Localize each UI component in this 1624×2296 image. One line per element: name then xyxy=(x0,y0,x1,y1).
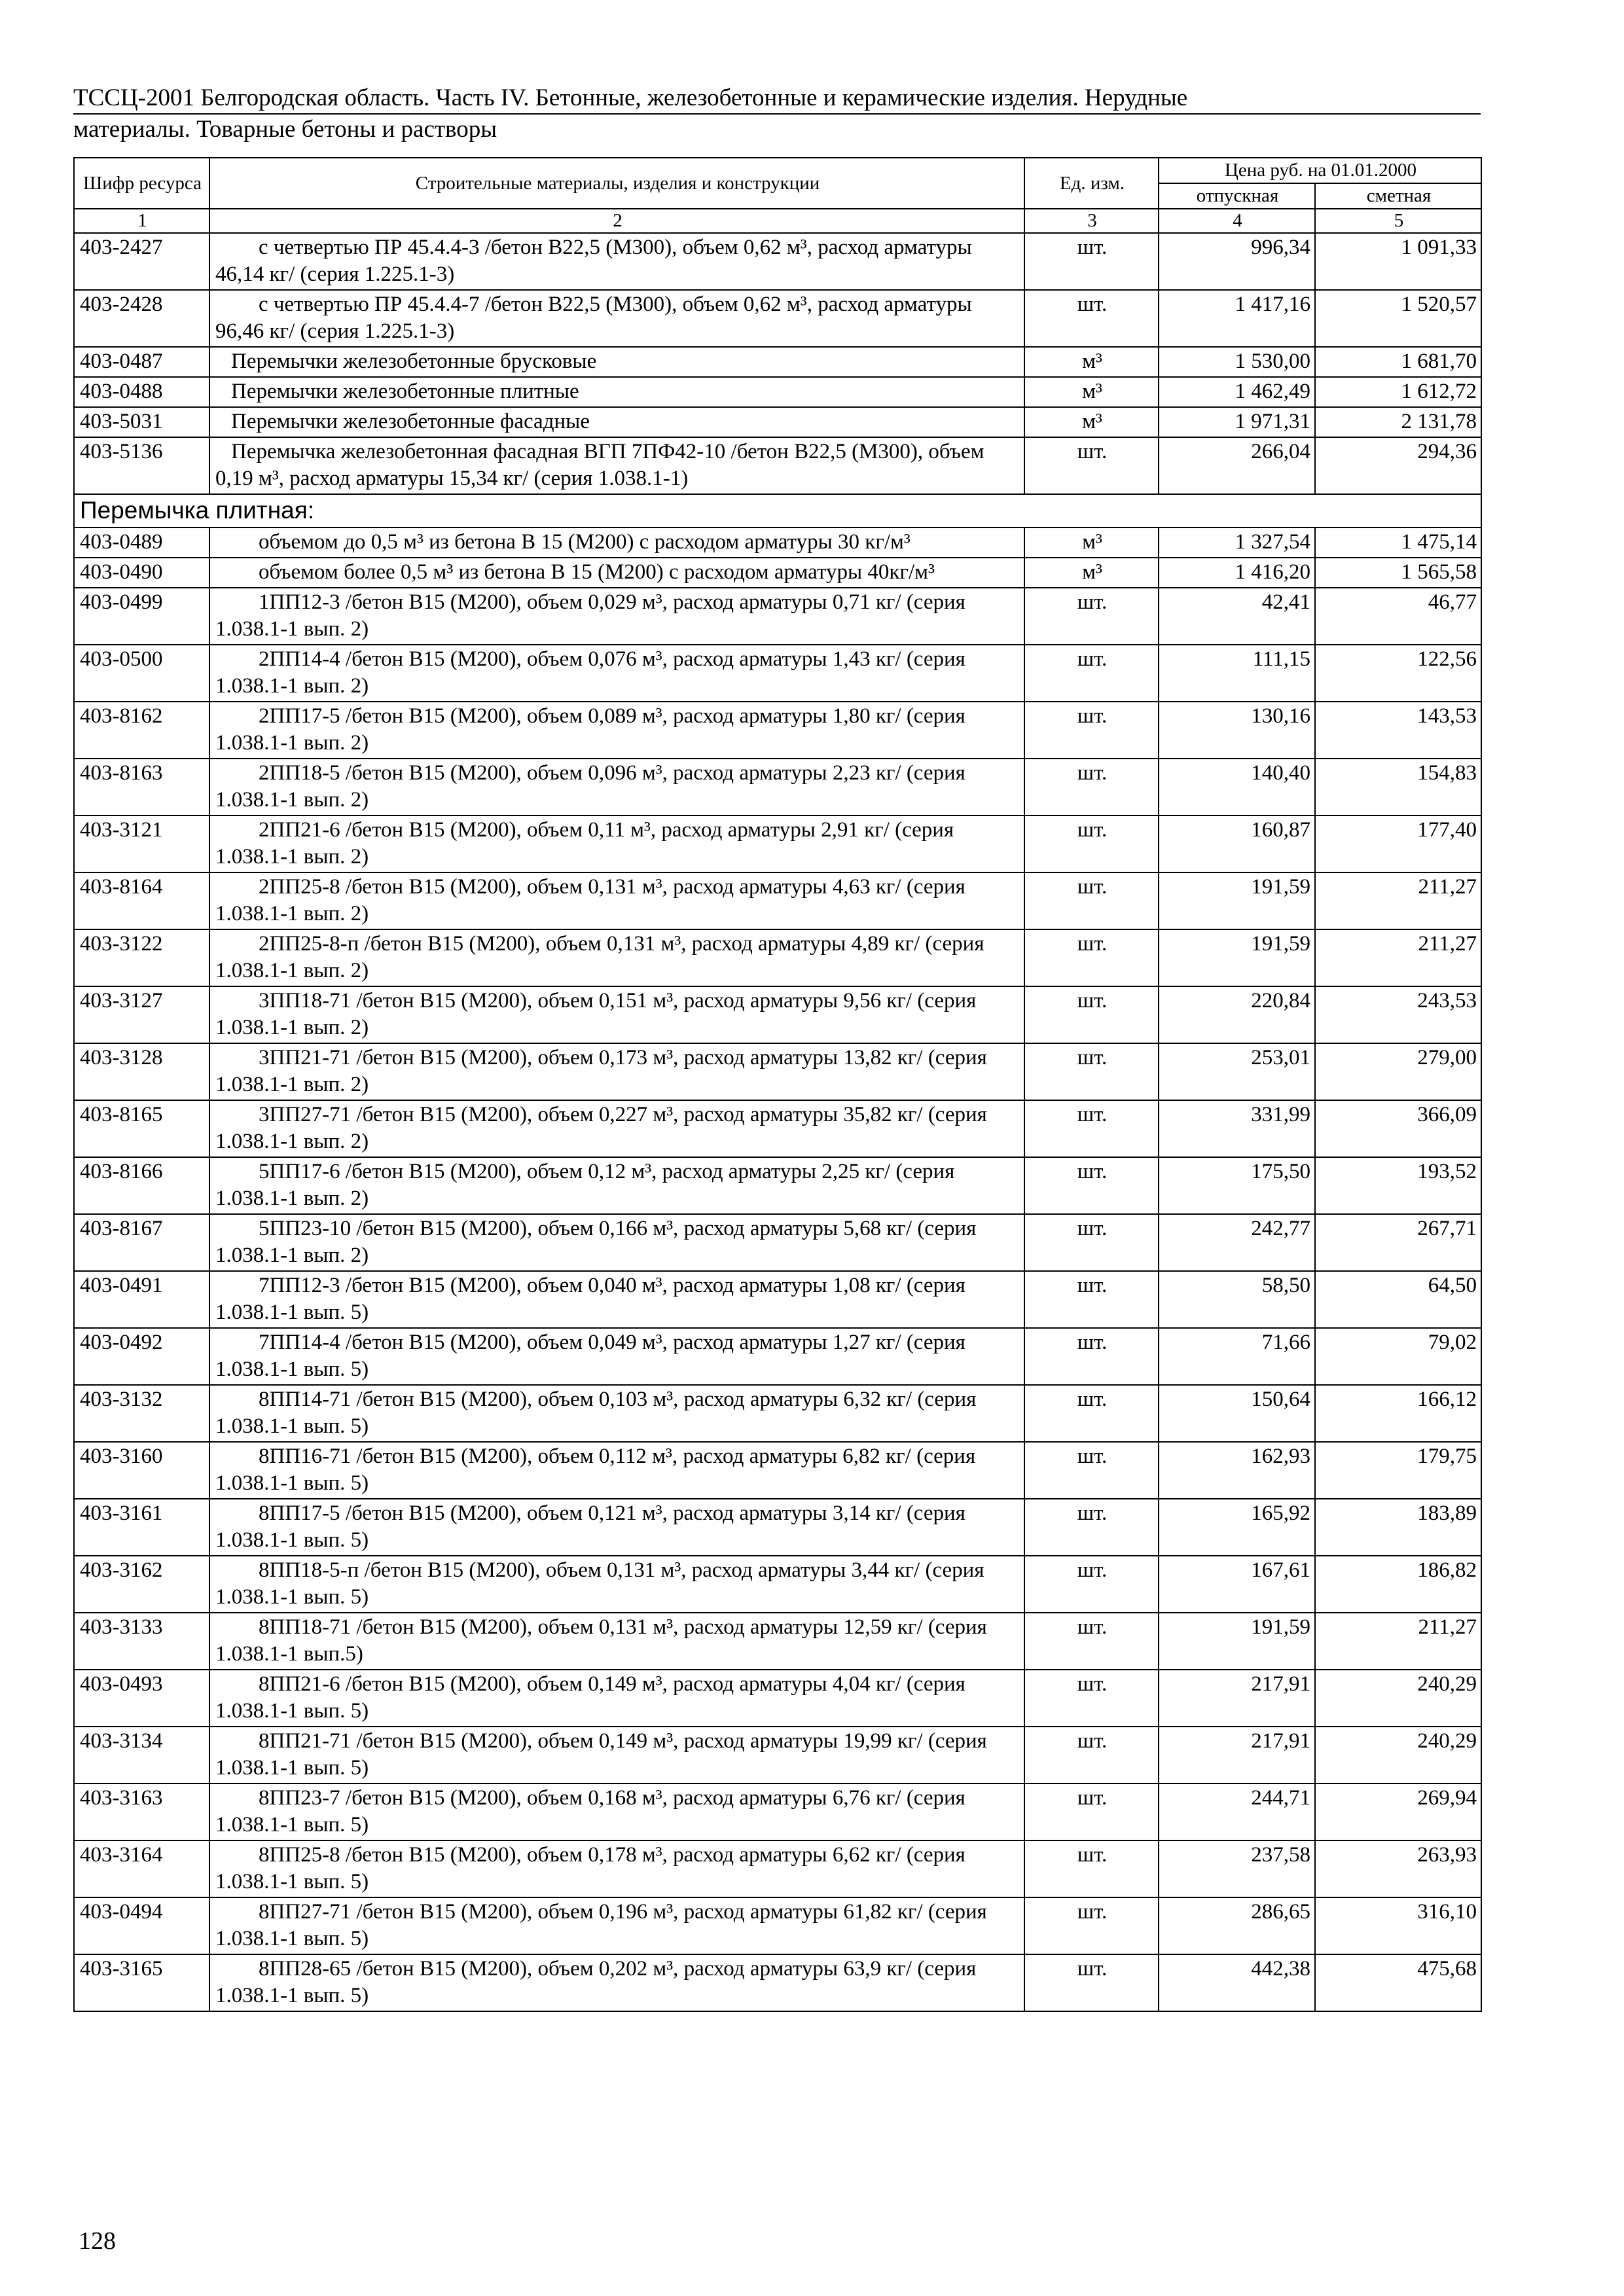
unit-of-measure: шт. xyxy=(1024,1499,1159,1556)
release-price: 1 530,00 xyxy=(1159,347,1315,377)
resource-code: 403-8162 xyxy=(74,702,209,759)
column-number-row xyxy=(74,209,1481,233)
item-description: 8ПП25-8 /бетон В15 (М200), объем 0,178 м³, расход арматуры 6,62 кг/ (серия 1.038.1-1 вып. 5) xyxy=(209,1840,1024,1897)
release-price: 996,34 xyxy=(1159,233,1315,290)
unit-of-measure: шт. xyxy=(1024,986,1159,1043)
item-description: 2ПП17-5 /бетон В15 (М200), объем 0,089 м³, расход арматуры 1,80 кг/ (серия 1.038.1-1 вып. 2) xyxy=(209,702,1024,759)
table-row xyxy=(74,1670,1481,1727)
resource-code: 403-0487 xyxy=(74,347,209,377)
table-row xyxy=(74,528,1481,558)
item-description: 8ПП18-5-п /бетон В15 (М200), объем 0,131 м³, расход арматуры 3,44 кг/ (серия 1.038.1-1 вып. 5) xyxy=(209,1556,1024,1613)
estimate-price: 269,94 xyxy=(1315,1784,1481,1840)
estimate-price: 1 612,72 xyxy=(1315,377,1481,407)
unit-of-measure: м³ xyxy=(1024,347,1159,377)
table-row xyxy=(74,1897,1481,1954)
release-price: 191,59 xyxy=(1159,929,1315,986)
item-description: 8ПП23-7 /бетон В15 (М200), объем 0,168 м³, расход арматуры 6,76 кг/ (серия 1.038.1-1 вып. 5) xyxy=(209,1784,1024,1840)
table-row xyxy=(74,1556,1481,1613)
unit-of-measure: шт. xyxy=(1024,1157,1159,1214)
item-description: объемом до 0,5 м³ из бетона В 15 (М200) с расходом арматуры 30 кг/м³ xyxy=(209,528,1024,558)
unit-of-measure: шт. xyxy=(1024,1214,1159,1271)
item-description: 2ПП14-4 /бетон В15 (М200), объем 0,076 м³, расход арматуры 1,43 кг/ (серия 1.038.1-1 вып. 2) xyxy=(209,645,1024,702)
estimate-price: 1 091,33 xyxy=(1315,233,1481,290)
estimate-price: 240,29 xyxy=(1315,1670,1481,1727)
estimate-price: 267,71 xyxy=(1315,1214,1481,1271)
table-row xyxy=(74,290,1481,347)
unit-of-measure: шт. xyxy=(1024,1556,1159,1613)
unit-of-measure: шт. xyxy=(1024,588,1159,645)
estimate-price: 179,75 xyxy=(1315,1442,1481,1499)
unit-of-measure: шт. xyxy=(1024,929,1159,986)
resource-code: 403-8166 xyxy=(74,1157,209,1214)
section-row-group xyxy=(74,494,1481,528)
unit-of-measure: шт. xyxy=(1024,1043,1159,1100)
table-row xyxy=(74,1499,1481,1556)
release-price: 111,15 xyxy=(1159,645,1315,702)
release-price: 244,71 xyxy=(1159,1784,1315,1840)
table-row xyxy=(74,1328,1481,1385)
unit-of-measure: шт. xyxy=(1024,645,1159,702)
table-row xyxy=(74,588,1481,645)
table-row xyxy=(74,986,1481,1043)
resource-code: 403-3134 xyxy=(74,1727,209,1784)
table-row xyxy=(74,1784,1481,1840)
table-body-a xyxy=(74,233,1481,494)
unit-of-measure: шт. xyxy=(1024,702,1159,759)
item-description: 8ПП16-71 /бетон В15 (М200), объем 0,112 м³, расход арматуры 6,82 кг/ (серия 1.038.1-1 вып. 5) xyxy=(209,1442,1024,1499)
item-description: 2ПП18-5 /бетон В15 (М200), объем 0,096 м³, расход арматуры 2,23 кг/ (серия 1.038.1-1 вып. 2) xyxy=(209,759,1024,816)
section-title: Перемычка плитная: xyxy=(74,494,1481,528)
unit-of-measure: шт. xyxy=(1024,816,1159,872)
estimate-price: 154,83 xyxy=(1315,759,1481,816)
unit-of-measure: шт. xyxy=(1024,1670,1159,1727)
unit-of-measure: м³ xyxy=(1024,558,1159,588)
release-price: 217,91 xyxy=(1159,1670,1315,1727)
unit-of-measure: шт. xyxy=(1024,1385,1159,1442)
resource-code: 403-0491 xyxy=(74,1271,209,1328)
table-row xyxy=(74,1954,1481,2011)
item-description: с четвертью ПР 45.4.4-3 /бетон В22,5 (М300), объем 0,62 м³, расход арматуры 46,14 кг/ (серия 1.225.1-3) xyxy=(209,233,1024,290)
item-description: 8ПП27-71 /бетон В15 (М200), объем 0,196 м³, расход арматуры 61,82 кг/ (серия 1.038.1-1 вып. 5) xyxy=(209,1897,1024,1954)
resource-code: 403-5031 xyxy=(74,407,209,437)
resource-code: 403-0489 xyxy=(74,528,209,558)
table-row xyxy=(74,1214,1481,1271)
table-body-b xyxy=(74,528,1481,2011)
estimate-price: 143,53 xyxy=(1315,702,1481,759)
resource-code: 403-2427 xyxy=(74,233,209,290)
resource-code: 403-3128 xyxy=(74,1043,209,1100)
item-description: 1ПП12-3 /бетон В15 (М200), объем 0,029 м³, расход арматуры 0,71 кг/ (серия 1.038.1-1 вып. 2) xyxy=(209,588,1024,645)
release-price: 220,84 xyxy=(1159,986,1315,1043)
header-line-1: ТССЦ-2001 Белгородская область. Часть IV. Бетонные, железобетонные и керамические изделия. Нерудные xyxy=(73,84,1481,115)
release-price: 1 417,16 xyxy=(1159,290,1315,347)
estimate-price: 64,50 xyxy=(1315,1271,1481,1328)
table-row xyxy=(74,872,1481,929)
estimate-price: 183,89 xyxy=(1315,1499,1481,1556)
unit-of-measure: шт. xyxy=(1024,1100,1159,1157)
release-price: 160,87 xyxy=(1159,816,1315,872)
release-price: 1 462,49 xyxy=(1159,377,1315,407)
item-description: 5ПП17-6 /бетон В15 (М200), объем 0,12 м³, расход арматуры 2,25 кг/ (серия 1.038.1-1 вып. 2) xyxy=(209,1157,1024,1214)
estimate-price: 46,77 xyxy=(1315,588,1481,645)
item-description: 7ПП14-4 /бетон В15 (М200), объем 0,049 м³, расход арматуры 1,27 кг/ (серия 1.038.1-1 вып. 5) xyxy=(209,1328,1024,1385)
resource-code: 403-8163 xyxy=(74,759,209,816)
item-description: Перемычка железобетонная фасадная ВГП 7ПФ42-10 /бетон В22,5 (М300), объем 0,19 м³, расход арматуры 15,34 кг/ (серия 1.038.1-1) xyxy=(209,437,1024,494)
unit-of-measure: м³ xyxy=(1024,377,1159,407)
header-release-price: отпускная xyxy=(1159,183,1315,209)
resource-code: 403-0492 xyxy=(74,1328,209,1385)
table-row xyxy=(74,558,1481,588)
item-description: Перемычки железобетонные фасадные xyxy=(209,407,1024,437)
release-price: 140,40 xyxy=(1159,759,1315,816)
release-price: 58,50 xyxy=(1159,1271,1315,1328)
release-price: 42,41 xyxy=(1159,588,1315,645)
estimate-price: 186,82 xyxy=(1315,1556,1481,1613)
table-row xyxy=(74,759,1481,816)
item-description: с четвертью ПР 45.4.4-7 /бетон В22,5 (М300), объем 0,62 м³, расход арматуры 96,46 кг/ (серия 1.225.1-3) xyxy=(209,290,1024,347)
resource-code: 403-0493 xyxy=(74,1670,209,1727)
item-description: 3ПП21-71 /бетон В15 (М200), объем 0,173 м³, расход арматуры 13,82 кг/ (серия 1.038.1-1 вып. 2) xyxy=(209,1043,1024,1100)
unit-of-measure: м³ xyxy=(1024,407,1159,437)
header-unit: Ед. изм. xyxy=(1024,158,1159,209)
resource-code: 403-3163 xyxy=(74,1784,209,1840)
unit-of-measure: шт. xyxy=(1024,1442,1159,1499)
table-row xyxy=(74,1157,1481,1214)
table-row xyxy=(74,1043,1481,1100)
column-number: 3 xyxy=(1024,209,1159,233)
release-price: 130,16 xyxy=(1159,702,1315,759)
estimate-price: 211,27 xyxy=(1315,872,1481,929)
column-number: 4 xyxy=(1159,209,1315,233)
estimate-price: 1 520,57 xyxy=(1315,290,1481,347)
resource-code: 403-0488 xyxy=(74,377,209,407)
release-price: 191,59 xyxy=(1159,872,1315,929)
unit-of-measure: шт. xyxy=(1024,1727,1159,1784)
release-price: 286,65 xyxy=(1159,1897,1315,1954)
item-description: 8ПП21-6 /бетон В15 (М200), объем 0,149 м³, расход арматуры 4,04 кг/ (серия 1.038.1-1 вып. 5) xyxy=(209,1670,1024,1727)
resource-code: 403-0490 xyxy=(74,558,209,588)
estimate-price: 2 131,78 xyxy=(1315,407,1481,437)
release-price: 442,38 xyxy=(1159,1954,1315,2011)
item-description: 8ПП18-71 /бетон В15 (М200), объем 0,131 м³, расход арматуры 12,59 кг/ (серия 1.038.1-1 вып.5) xyxy=(209,1613,1024,1670)
unit-of-measure: шт. xyxy=(1024,1954,1159,2011)
section-row xyxy=(74,494,1481,528)
estimate-price: 1 681,70 xyxy=(1315,347,1481,377)
resource-code: 403-8167 xyxy=(74,1214,209,1271)
estimate-price: 475,68 xyxy=(1315,1954,1481,2011)
estimate-price: 1 475,14 xyxy=(1315,528,1481,558)
resource-code: 403-5136 xyxy=(74,437,209,494)
release-price: 191,59 xyxy=(1159,1613,1315,1670)
resource-code: 403-3162 xyxy=(74,1556,209,1613)
estimate-price: 211,27 xyxy=(1315,929,1481,986)
unit-of-measure: шт. xyxy=(1024,290,1159,347)
table-row xyxy=(74,377,1481,407)
table-row xyxy=(74,1385,1481,1442)
table-row xyxy=(74,702,1481,759)
resource-code: 403-3160 xyxy=(74,1442,209,1499)
release-price: 217,91 xyxy=(1159,1727,1315,1784)
table-row xyxy=(74,1840,1481,1897)
release-price: 162,93 xyxy=(1159,1442,1315,1499)
table-row xyxy=(74,437,1481,494)
resource-code: 403-3161 xyxy=(74,1499,209,1556)
unit-of-measure: шт. xyxy=(1024,1840,1159,1897)
resource-code: 403-3132 xyxy=(74,1385,209,1442)
resource-code: 403-0500 xyxy=(74,645,209,702)
unit-of-measure: шт. xyxy=(1024,872,1159,929)
estimate-price: 166,12 xyxy=(1315,1385,1481,1442)
estimate-price: 366,09 xyxy=(1315,1100,1481,1157)
estimate-price: 79,02 xyxy=(1315,1328,1481,1385)
release-price: 150,64 xyxy=(1159,1385,1315,1442)
header-price: Цена руб. на 01.01.2000 xyxy=(1159,158,1481,183)
unit-of-measure: шт. xyxy=(1024,1328,1159,1385)
release-price: 165,92 xyxy=(1159,1499,1315,1556)
release-price: 237,58 xyxy=(1159,1840,1315,1897)
unit-of-measure: шт. xyxy=(1024,1613,1159,1670)
resource-code: 403-8164 xyxy=(74,872,209,929)
unit-of-measure: шт. xyxy=(1024,1271,1159,1328)
estimate-price: 279,00 xyxy=(1315,1043,1481,1100)
resource-code: 403-3165 xyxy=(74,1954,209,2011)
estimate-price: 1 565,58 xyxy=(1315,558,1481,588)
item-description: 8ПП21-71 /бетон В15 (М200), объем 0,149 м³, расход арматуры 19,99 кг/ (серия 1.038.1-1 вып. 5) xyxy=(209,1727,1024,1784)
unit-of-measure: м³ xyxy=(1024,528,1159,558)
table-row xyxy=(74,1442,1481,1499)
unit-of-measure: шт. xyxy=(1024,437,1159,494)
resource-code: 403-0499 xyxy=(74,588,209,645)
release-price: 1 416,20 xyxy=(1159,558,1315,588)
release-price: 1 327,54 xyxy=(1159,528,1315,558)
table-row xyxy=(74,929,1481,986)
estimate-price: 263,93 xyxy=(1315,1840,1481,1897)
table-row xyxy=(74,1100,1481,1157)
table-row xyxy=(74,1613,1481,1670)
resource-code: 403-3133 xyxy=(74,1613,209,1670)
column-number: 1 xyxy=(74,209,209,233)
item-description: Перемычки железобетонные плитные xyxy=(209,377,1024,407)
item-description: 2ПП25-8 /бетон В15 (М200), объем 0,131 м³, расход арматуры 4,63 кг/ (серия 1.038.1-1 вып. 2) xyxy=(209,872,1024,929)
release-price: 242,77 xyxy=(1159,1214,1315,1271)
table-row xyxy=(74,1271,1481,1328)
release-price: 71,66 xyxy=(1159,1328,1315,1385)
table-row xyxy=(74,407,1481,437)
estimate-price: 240,29 xyxy=(1315,1727,1481,1784)
resource-code: 403-3122 xyxy=(74,929,209,986)
release-price: 331,99 xyxy=(1159,1100,1315,1157)
release-price: 1 971,31 xyxy=(1159,407,1315,437)
estimate-price: 294,36 xyxy=(1315,437,1481,494)
item-description: 7ПП12-3 /бетон В15 (М200), объем 0,040 м³, расход арматуры 1,08 кг/ (серия 1.038.1-1 вып. 5) xyxy=(209,1271,1024,1328)
estimate-price: 243,53 xyxy=(1315,986,1481,1043)
unit-of-measure: шт. xyxy=(1024,1897,1159,1954)
resource-code: 403-0494 xyxy=(74,1897,209,1954)
page-header xyxy=(73,84,1481,143)
header-code: Шифр ресурса xyxy=(74,158,209,209)
header-estimate-price: сметная xyxy=(1315,183,1481,209)
column-number: 5 xyxy=(1315,209,1481,233)
item-description: 2ПП25-8-п /бетон В15 (М200), объем 0,131 м³, расход арматуры 4,89 кг/ (серия 1.038.1-1 вып. 2) xyxy=(209,929,1024,986)
table-row xyxy=(74,347,1481,377)
item-description: 3ПП18-71 /бетон В15 (М200), объем 0,151 м³, расход арматуры 9,56 кг/ (серия 1.038.1-1 вып. 2) xyxy=(209,986,1024,1043)
resource-code: 403-2428 xyxy=(74,290,209,347)
header-line-2: материалы. Товарные бетоны и растворы xyxy=(73,116,497,143)
release-price: 266,04 xyxy=(1159,437,1315,494)
table-row xyxy=(74,233,1481,290)
estimate-price: 177,40 xyxy=(1315,816,1481,872)
item-description: 5ПП23-10 /бетон В15 (М200), объем 0,166 м³, расход арматуры 5,68 кг/ (серия 1.038.1-1 вып. 2) xyxy=(209,1214,1024,1271)
estimate-price: 193,52 xyxy=(1315,1157,1481,1214)
resource-code: 403-3164 xyxy=(74,1840,209,1897)
estimate-price: 316,10 xyxy=(1315,1897,1481,1954)
release-price: 167,61 xyxy=(1159,1556,1315,1613)
price-table xyxy=(73,157,1482,2012)
item-description: 8ПП28-65 /бетон В15 (М200), объем 0,202 м³, расход арматуры 63,9 кг/ (серия 1.038.1-1 вып. 5) xyxy=(209,1954,1024,2011)
table-row xyxy=(74,1727,1481,1784)
item-description: Перемычки железобетонные брусковые xyxy=(209,347,1024,377)
resource-code: 403-8165 xyxy=(74,1100,209,1157)
item-description: 8ПП17-5 /бетон В15 (М200), объем 0,121 м³, расход арматуры 3,14 кг/ (серия 1.038.1-1 вып. 5) xyxy=(209,1499,1024,1556)
unit-of-measure: шт. xyxy=(1024,759,1159,816)
item-description: объемом более 0,5 м³ из бетона В 15 (М200) с расходом арматуры 40кг/м³ xyxy=(209,558,1024,588)
unit-of-measure: шт. xyxy=(1024,1784,1159,1840)
page-number: 128 xyxy=(79,2227,116,2255)
table-row xyxy=(74,645,1481,702)
column-number: 2 xyxy=(209,209,1024,233)
resource-code: 403-3121 xyxy=(74,816,209,872)
estimate-price: 122,56 xyxy=(1315,645,1481,702)
estimate-price: 211,27 xyxy=(1315,1613,1481,1670)
item-description: 3ПП27-71 /бетон В15 (М200), объем 0,227 м³, расход арматуры 35,82 кг/ (серия 1.038.1-1 вып. 2) xyxy=(209,1100,1024,1157)
table-row xyxy=(74,816,1481,872)
unit-of-measure: шт. xyxy=(1024,233,1159,290)
release-price: 253,01 xyxy=(1159,1043,1315,1100)
resource-code: 403-3127 xyxy=(74,986,209,1043)
header-name: Строительные материалы, изделия и конструкции xyxy=(209,158,1024,209)
item-description: 8ПП14-71 /бетон В15 (М200), объем 0,103 м³, расход арматуры 6,32 кг/ (серия 1.038.1-1 вып. 5) xyxy=(209,1385,1024,1442)
item-description: 2ПП21-6 /бетон В15 (М200), объем 0,11 м³, расход арматуры 2,91 кг/ (серия 1.038.1-1 вып. 2) xyxy=(209,816,1024,872)
release-price: 175,50 xyxy=(1159,1157,1315,1214)
